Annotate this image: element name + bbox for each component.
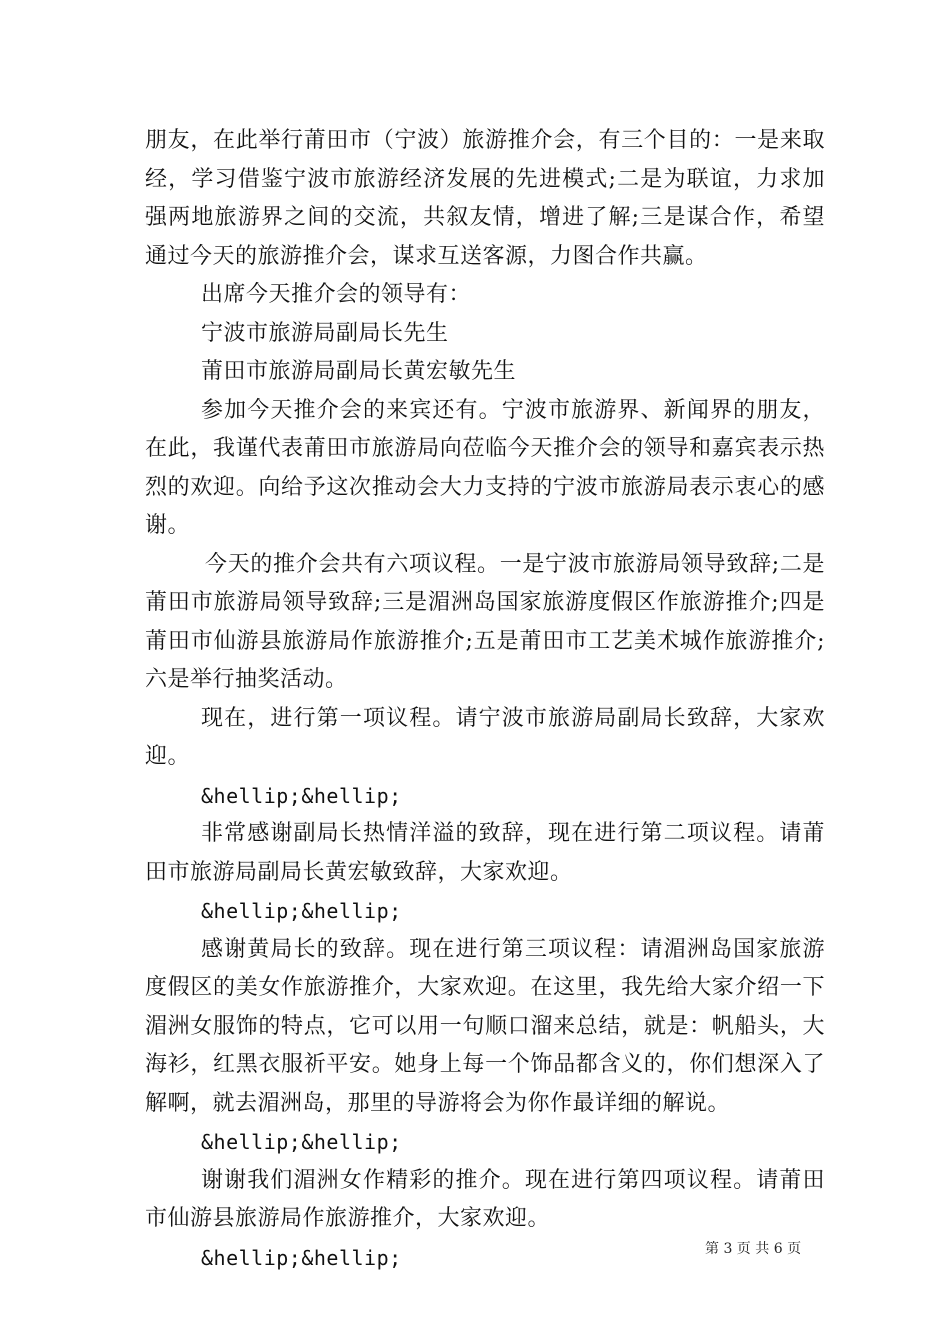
paragraph-ellipsis: &hellip;&hellip; [201, 783, 402, 808]
paragraph-agenda: 今天的推介会共有六项议程。一是宁波市旅游局领导致辞;二是莆田市旅游局领导致辞;三是湄洲岛国家旅游度假区作旅游推介;四是莆田市仙游县旅游局作旅游推介;五是莆田市工艺美术城作旅游推介;六是举行抽奖活动。 [145, 551, 825, 692]
paragraph-agenda-item-1: 现在，进行第一项议程。请宁波市旅游局副局长致辞，大家欢迎。 [145, 705, 825, 769]
paragraph-agenda-item-4: 谢谢我们湄洲女作精彩的推介。现在进行第四项议程。请莆田市仙游县旅游局作旅游推介，大家欢迎。 [145, 1167, 825, 1231]
paragraph-leader-putian: 莆田市旅游局副局长黄宏敏先生 [201, 359, 517, 384]
paragraph-leader-ningbo: 宁波市旅游局副局长先生 [201, 320, 449, 346]
page-number-footer: 第 3 页 共 6 页 [705, 1241, 802, 1257]
paragraph-agenda-item-2: 非常感谢副局长热情洋溢的致辞，现在进行第二项议程。请莆田市旅游局副局长黄宏敏致辞，大家欢迎。 [145, 821, 825, 885]
paragraph-ellipsis: &hellip;&hellip; [201, 1130, 402, 1154]
paragraph-leaders-intro: 出席今天推介会的领导有： [201, 282, 472, 307]
paragraph-guests-welcome: 参加今天推介会的来宾还有。宁波市旅游界、新闻界的朋友，在此，我谨代表莆田市旅游局向莅临今天推介会的领导和嘉宾表示热烈的欢迎。向给予这次推动会大力支持的宁波市旅游局表示衷心的感谢。 [145, 397, 825, 538]
paragraph-purpose: 朋友，在此举行莆田市（宁波）旅游推介会，有三个目的：一是来取经，学习借鉴宁波市旅游经济发展的先进模式;二是为联谊，力求加强两地旅游界之间的交流，共叙友情，增进了解;三是谋合作，希望通过今天的旅游推介会，谋求互送客源，力图合作共赢。 [145, 128, 825, 269]
paragraph-ellipsis: &hellip;&hellip; [201, 1245, 402, 1270]
document-body [145, 122, 825, 1277]
paragraph-ellipsis: &hellip;&hellip; [201, 899, 402, 923]
paragraph-agenda-item-3: 感谢黄局长的致辞。现在进行第三项议程：请湄洲岛国家旅游度假区的美女作旅游推介，大家欢迎。在这里，我先给大家介绍一下湄洲女服饰的特点，它可以用一句顺口溜来总结，就是：帆船头，大海衫，红黑衣服祈平安。她身上每一个饰品都含义的，你们想深入了解啊，就去湄洲岛，那里的导游将会为你作最详细的解说。 [145, 936, 825, 1116]
